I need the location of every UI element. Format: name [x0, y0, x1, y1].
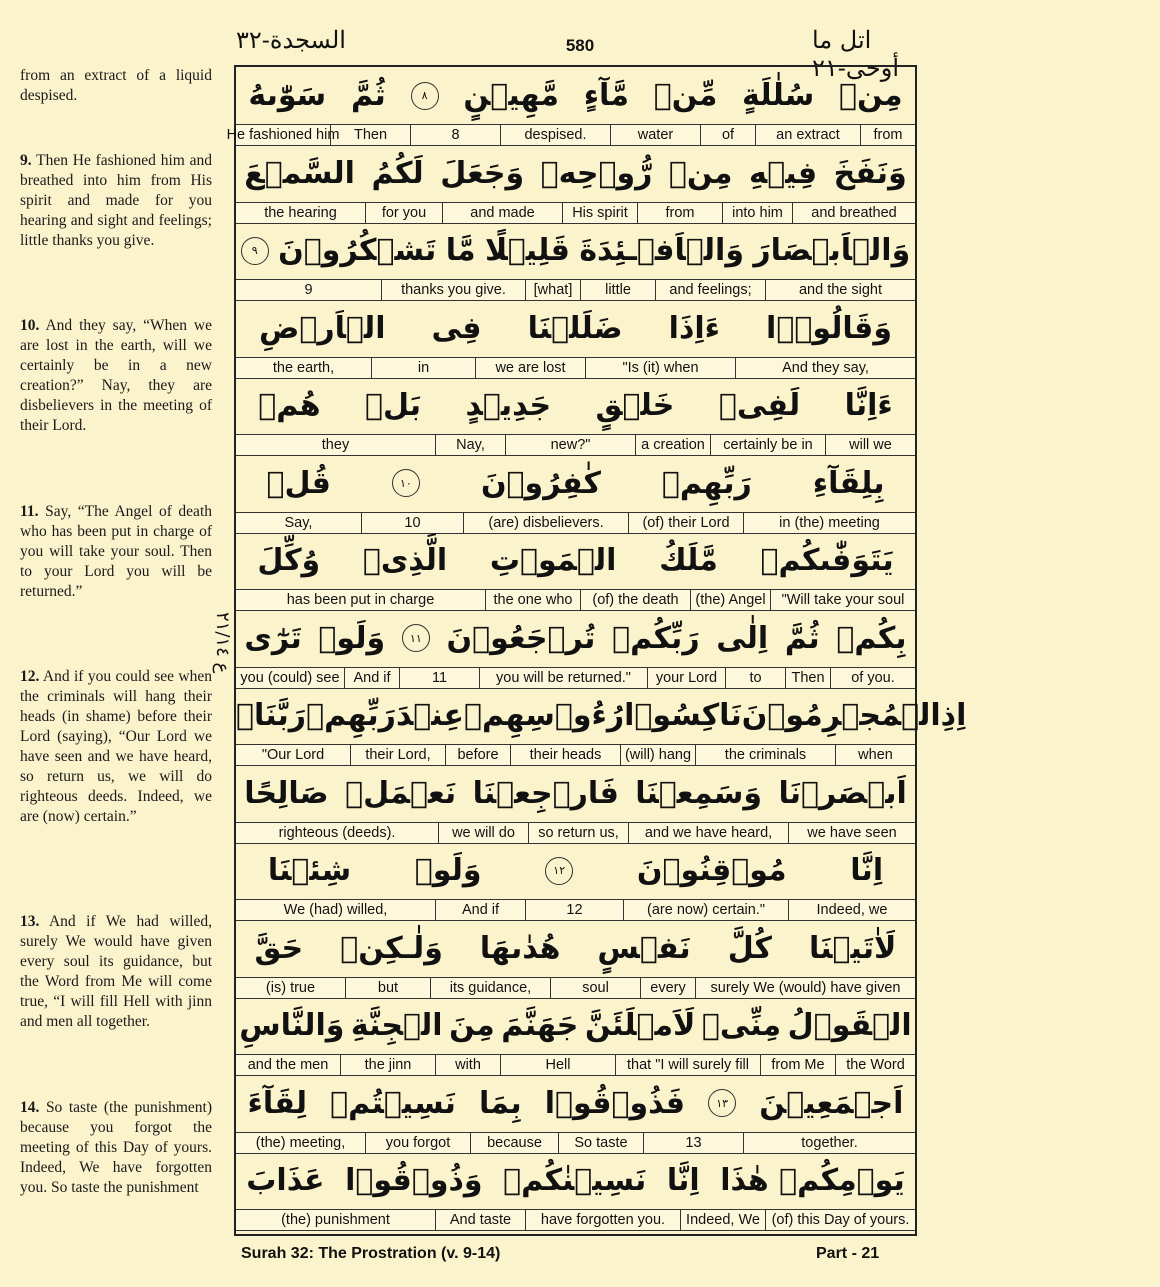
arabic-word: الۡمَوۡتِ	[489, 543, 617, 578]
arabic-word: مَّا	[445, 233, 476, 268]
gloss-cell: (of) their Lord	[628, 513, 743, 533]
gloss-cell: and the men	[247, 1057, 329, 1073]
gloss-cell: but	[345, 978, 430, 998]
gloss-cell: Indeed, we	[788, 900, 915, 920]
gloss-cell: "Will take your soul	[770, 590, 915, 610]
arabic-word: فَارۡجِعۡنَا	[472, 775, 619, 811]
verse-row	[236, 145, 915, 222]
gloss-cell: from Me	[760, 1055, 835, 1075]
gloss-cell: "Our Lord	[261, 747, 325, 763]
gloss-line	[236, 357, 915, 379]
arabic-word: رَبِّهِمۡ	[661, 465, 752, 501]
translation-block: 12. And if you could see when the criminals will hang their heads (in shame) before their Lord (saying), “Our Lord we have seen and we have heard, so return us, we will do righteous deeds. Indeed, we are (now) certain.”	[20, 668, 212, 825]
gloss-cell: 12	[525, 900, 623, 920]
verse-row	[236, 842, 915, 919]
arabic-word: صَالِحًا	[244, 775, 329, 811]
gloss-line	[236, 512, 915, 534]
gloss-cell: thanks you give.	[381, 280, 525, 300]
arabic-word: رَبِّكُمۡ	[612, 620, 700, 656]
arabic-word: شِئۡنَا	[267, 853, 352, 888]
arabic-word: لَكُمُ	[371, 155, 424, 191]
arabic-word: وَسَمِعۡنَا	[635, 775, 762, 811]
gloss-cell: of you.	[830, 668, 915, 688]
gloss-cell: because	[470, 1133, 558, 1153]
arabic-word: لِقَآءَ	[247, 1085, 307, 1121]
gloss-line	[236, 589, 915, 611]
gloss-line	[236, 977, 915, 999]
ayah-marker: ۱۲	[545, 857, 573, 885]
gloss-line	[236, 434, 915, 456]
gloss-cell: into him	[722, 203, 792, 223]
gloss-cell: water	[610, 125, 700, 145]
arabic-word: الۡجِنَّةِ	[350, 1008, 443, 1043]
gloss-cell: soul	[550, 978, 640, 998]
gloss-line	[236, 822, 915, 844]
gloss-cell: the criminals	[695, 745, 835, 765]
arabic-word: وَالۡاَبۡصَارَ	[753, 233, 911, 268]
gloss-cell: And if	[435, 900, 525, 920]
verse-row	[236, 377, 915, 454]
gloss-cell: your Lord	[647, 668, 725, 688]
gloss-cell: certainly be in	[710, 435, 825, 455]
gloss-cell: and the sight	[765, 280, 915, 300]
gloss-cell: the jinn	[340, 1055, 435, 1075]
arabic-line	[236, 1152, 915, 1209]
arabic-line	[236, 67, 915, 124]
arabic-word: قَلِيۡلًا	[484, 233, 570, 268]
gloss-line	[236, 1054, 915, 1076]
arabic-word: الَّذِىۡ	[362, 543, 448, 578]
gloss-cell: a creation	[635, 435, 710, 455]
arabic-word: رَبَّنَاۤ	[236, 698, 307, 733]
verse-row	[226, 67, 915, 144]
arabic-word: وَنَفَخَ	[833, 155, 907, 191]
arabic-word: يَتَوَفّٰٮكُمۡ	[760, 543, 894, 578]
gloss-cell: from	[637, 203, 722, 223]
gloss-cell: (are now) certain."	[623, 900, 788, 920]
arabic-word: مِنۡ	[668, 155, 733, 191]
translation-block: from an extract of a liquid despised.	[20, 67, 212, 104]
arabic-word: اِذِ	[940, 698, 967, 733]
arabic-word: سُلٰلَةٍ	[742, 78, 815, 113]
gloss-cell: the hearing	[264, 204, 337, 221]
juz-header-arabic: اتل ما أوحی-٢١	[812, 26, 899, 82]
gloss-cell: We (had) willed,	[283, 902, 388, 918]
gloss-cell: (is) true	[265, 979, 316, 996]
gloss-cell: so return us,	[528, 823, 628, 843]
arabic-word: قُلۡ	[266, 465, 331, 501]
gloss-cell: to	[725, 668, 785, 688]
gloss-cell: 8	[410, 125, 500, 145]
gloss-line	[236, 899, 915, 921]
arabic-word: السَّمۡعَ	[244, 155, 355, 191]
arabic-line	[236, 610, 915, 667]
gloss-cell: you will be returned."	[479, 668, 647, 688]
arabic-word: وَالۡاَفۡـئِدَةَ	[579, 233, 744, 268]
gloss-cell: surely We (would) have given	[695, 978, 915, 998]
gloss-line	[236, 279, 915, 301]
gloss-cell: 10	[361, 513, 463, 533]
verse-row	[236, 687, 967, 764]
arabic-line	[236, 145, 915, 202]
verse-row	[236, 222, 915, 299]
gloss-cell: despised.	[500, 125, 610, 145]
gloss-cell: (the) punishment	[281, 1212, 390, 1228]
arabic-word: مُوۡقِنُوۡنَ	[636, 853, 787, 888]
gloss-cell: (the) meeting,	[255, 1134, 346, 1151]
gloss-cell: from	[860, 125, 915, 145]
arabic-word: عِنۡدَ	[395, 698, 465, 733]
arabic-line	[236, 222, 915, 279]
gloss-cell: Then	[330, 125, 410, 145]
arabic-word: وَلٰـكِنۡ	[340, 930, 443, 966]
verse-row	[236, 997, 915, 1074]
gloss-line	[226, 124, 915, 146]
arabic-word: بَلۡ	[365, 388, 422, 423]
gloss-cell: Then	[785, 668, 830, 688]
gloss-cell: new?"	[505, 435, 635, 455]
verse-row	[236, 455, 915, 532]
arabic-word: اِنَّا	[666, 1163, 700, 1198]
gloss-cell: the one who	[485, 590, 580, 610]
arabic-word: رُءُوۡسِهِمۡ	[464, 698, 625, 733]
footer-part: Part - 21	[816, 1245, 880, 1262]
gloss-cell: (of) the death	[580, 590, 690, 610]
verse-row	[236, 532, 915, 609]
gloss-cell: have forgotten you.	[525, 1210, 680, 1230]
gloss-line	[236, 744, 915, 766]
gloss-line	[236, 1209, 915, 1231]
gloss-cell: "Is (it) when	[585, 358, 735, 378]
arabic-word: فِيۡهِ	[749, 155, 818, 191]
gloss-cell: their heads	[510, 745, 620, 765]
gloss-cell: every	[640, 978, 695, 998]
arabic-word: مَّلَكُ	[659, 543, 718, 578]
gloss-cell: we will do	[438, 823, 528, 843]
arabic-line	[236, 377, 915, 434]
translation-block: 9. Then He fashioned him and breathed into him from His spirit and made for you hearing and sight and feelings; little thanks you give.	[20, 152, 212, 249]
ayah-marker: ۸	[411, 82, 439, 110]
gloss-cell: and feelings;	[655, 280, 765, 300]
gloss-cell: with	[435, 1055, 500, 1075]
arabic-word: مِنَ	[449, 1008, 495, 1043]
arabic-line	[236, 455, 915, 512]
arabic-word: كُلَّ	[727, 930, 772, 966]
translation-block: 13. And if We had willed, surely We would have given every soul its guidance, but the Word from Me will come true, “I will fill Hell with jinn and men all together.	[20, 913, 212, 1030]
gloss-cell: And they say,	[735, 358, 915, 378]
gloss-cell: (will) hang	[620, 745, 695, 765]
gloss-cell: we have seen	[788, 823, 915, 843]
gloss-cell: [what]	[525, 280, 580, 300]
arabic-word: جَهَنَّمَ	[501, 1008, 579, 1043]
arabic-word: وَلَوۡ	[414, 853, 482, 888]
arabic-word: اَجۡمَعِيۡنَ	[759, 1085, 904, 1121]
arabic-line	[236, 1075, 915, 1132]
gloss-cell: together.	[743, 1133, 915, 1153]
gloss-line	[236, 202, 915, 224]
arabic-word: رُّوۡحِهٖ	[540, 155, 653, 191]
verse-row	[236, 300, 915, 377]
arabic-word: وَقَالُوۡۤا	[766, 310, 892, 346]
arabic-word: تُرۡجَعُوۡنَ	[446, 620, 596, 656]
arabic-word: وَلَوۡ	[318, 620, 386, 656]
gloss-cell: His spirit	[562, 203, 637, 223]
gloss-cell: we are lost	[475, 358, 585, 378]
ruku-mark: ع ٢١/١٤	[212, 612, 233, 674]
ayah-marker: ۱۳	[708, 1089, 736, 1117]
arabic-word: مَّهِيۡنٍ	[463, 78, 559, 113]
arabic-word: ثُمَّ	[350, 78, 386, 113]
arabic-word: مَّآءٍ	[583, 78, 629, 113]
gloss-cell: 9	[304, 282, 313, 298]
verse-row	[236, 765, 915, 842]
arabic-word: هُمۡ	[258, 388, 321, 423]
page-number: 580	[565, 36, 595, 55]
ayah-marker: ۱۰	[392, 469, 420, 497]
arabic-word: سَوّٰىهُ	[248, 78, 327, 113]
gloss-cell: an extract	[755, 125, 860, 145]
footer-surah: Surah 32: The Prostration (v. 9-14)	[241, 1245, 501, 1262]
arabic-word: بِمَا	[478, 1085, 522, 1121]
verse-row	[236, 1075, 915, 1152]
gloss-cell: in	[371, 358, 475, 378]
arabic-word: نَعۡمَلۡ	[345, 775, 457, 811]
arabic-word: مِنِّىۡ	[701, 1008, 782, 1043]
arabic-word: وَذُوۡقُوۡا	[345, 1163, 483, 1198]
gloss-cell: So taste	[558, 1133, 643, 1153]
arabic-word: نَاكِسُوۡا	[624, 698, 742, 733]
gloss-cell: He fashioned him	[226, 127, 340, 143]
translation-block: 11. Say, “The Angel of death who has been put in charge of you will take your soul. Then to your Lord you will be returned.”	[20, 503, 212, 600]
arabic-line	[236, 765, 915, 822]
arabic-word: جَدِيۡدٍ	[465, 388, 552, 423]
gloss-cell: Nay,	[435, 435, 505, 455]
arabic-word: فَذُوۡقُوۡا	[544, 1085, 686, 1121]
arabic-word: رَبِّهِمۡ	[306, 698, 396, 733]
gloss-cell: (are) disbelievers.	[463, 513, 628, 533]
arabic-word: وَالنَّاسِ	[239, 1008, 345, 1043]
gloss-cell: and we have heard,	[628, 823, 788, 843]
gloss-cell: And taste	[435, 1210, 525, 1230]
arabic-word: الۡقَوۡلُ	[787, 1008, 912, 1043]
arabic-word: يَوۡمِكُمۡ هٰذَا	[720, 1163, 905, 1198]
arabic-line	[236, 997, 915, 1054]
arabic-line	[236, 842, 915, 899]
arabic-word: نَفۡسٍ	[597, 930, 691, 966]
gloss-cell: of	[700, 125, 755, 145]
arabic-word: وُكِّلَ	[257, 543, 321, 578]
arabic-word: هُدٰٮهَا	[479, 930, 561, 966]
arabic-word: ضَلَلۡنَا	[527, 310, 623, 346]
arabic-word: الۡاَرۡضِ	[259, 310, 386, 346]
gloss-cell: when	[835, 745, 915, 765]
arabic-word: خَلۡقٍ	[595, 388, 675, 423]
surah-header-arabic: السجدة-٣٢	[236, 26, 346, 54]
gloss-line	[236, 667, 915, 689]
gloss-cell: (the) Angel	[690, 590, 770, 610]
arabic-line	[236, 532, 915, 589]
gloss-cell: will we	[825, 435, 915, 455]
arabic-line	[236, 920, 915, 977]
gloss-cell: (of) this Day of yours.	[765, 1210, 915, 1230]
arabic-word: فِى	[431, 310, 482, 346]
gloss-cell: in (the) meeting	[743, 513, 915, 533]
gloss-cell: little	[580, 280, 655, 300]
arabic-word: الۡمُجۡرِمُوۡنَ	[741, 698, 941, 733]
arabic-word: لَفِىۡ	[718, 388, 801, 423]
gloss-cell: 13	[643, 1133, 743, 1153]
gloss-cell: Say,	[284, 514, 313, 531]
gloss-cell: its guidance,	[430, 978, 550, 998]
gloss-cell: the earth,	[272, 359, 335, 376]
gloss-cell: the Word	[835, 1055, 915, 1075]
verse-row	[236, 610, 915, 687]
arabic-word: اِنَّا	[850, 853, 884, 888]
gloss-cell: they	[321, 437, 350, 453]
gloss-cell: you forgot	[365, 1133, 470, 1153]
gloss-line	[236, 1132, 915, 1154]
gloss-cell: Indeed, We	[680, 1210, 765, 1230]
gloss-cell: Hell	[500, 1055, 615, 1075]
gloss-cell: that "I will surely fill	[615, 1055, 760, 1075]
gloss-cell: righteous (deeds).	[278, 824, 396, 841]
gloss-cell: And if	[344, 668, 399, 688]
arabic-word: نَسِيۡتُمۡ	[330, 1085, 456, 1121]
arabic-word: ثُمَّ	[784, 620, 820, 656]
arabic-word: بِلِقَآءِ	[812, 465, 885, 501]
arabic-word: تَرٰٓى	[244, 620, 302, 656]
arabic-word: نَسِيۡنٰكُمۡ	[503, 1163, 647, 1198]
gloss-cell: and breathed	[792, 203, 915, 223]
translation-block: 10. And they say, “When we are lost in the earth, will we certainly be in a new creation?” Nay, they are disbelievers in the meeting of their Lord.	[20, 317, 212, 434]
arabic-word: ءَاِنَّا	[844, 388, 893, 423]
arabic-word: ءَاِذَا	[668, 310, 720, 346]
gloss-cell: their Lord,	[350, 745, 445, 765]
arabic-word: تَشۡكُرُوۡنَ	[278, 233, 437, 268]
gloss-cell: 11	[399, 668, 479, 688]
arabic-word: اَبۡصَرۡنَا	[778, 775, 907, 811]
arabic-word: مِنۡ	[839, 78, 903, 113]
ayah-marker: ۹	[241, 237, 269, 265]
gloss-cell: and made	[442, 203, 562, 223]
arabic-word: اِلٰى	[716, 620, 769, 656]
arabic-word: لَاَمۡلَئَنَّ	[584, 1008, 696, 1043]
arabic-word: حَقَّ	[254, 930, 304, 966]
gloss-cell: for you	[365, 203, 442, 223]
gloss-cell: has been put in charge	[286, 592, 435, 608]
arabic-word: بِكُمۡ	[836, 620, 907, 656]
ayah-marker: ۱۱	[402, 624, 430, 652]
verse-row	[236, 1152, 915, 1229]
arabic-word: لَاٰتَيۡنَا	[809, 930, 897, 966]
gloss-cell: you (could) see	[240, 669, 340, 686]
verse-row	[236, 920, 915, 997]
arabic-word: وَجَعَلَ	[440, 155, 525, 191]
gloss-cell: before	[445, 745, 510, 765]
arabic-word: مِّنۡ	[653, 78, 718, 113]
arabic-line	[236, 300, 915, 357]
translation-block: 14. So taste (the punishment) because you forgot the meeting of this Day of yours. Indeed, We have forgotten you. So taste the punishment	[20, 1099, 212, 1196]
arabic-word: كٰفِرُوۡنَ	[480, 465, 601, 501]
arabic-word: عَذَابَ	[246, 1163, 325, 1198]
arabic-line	[236, 687, 967, 744]
